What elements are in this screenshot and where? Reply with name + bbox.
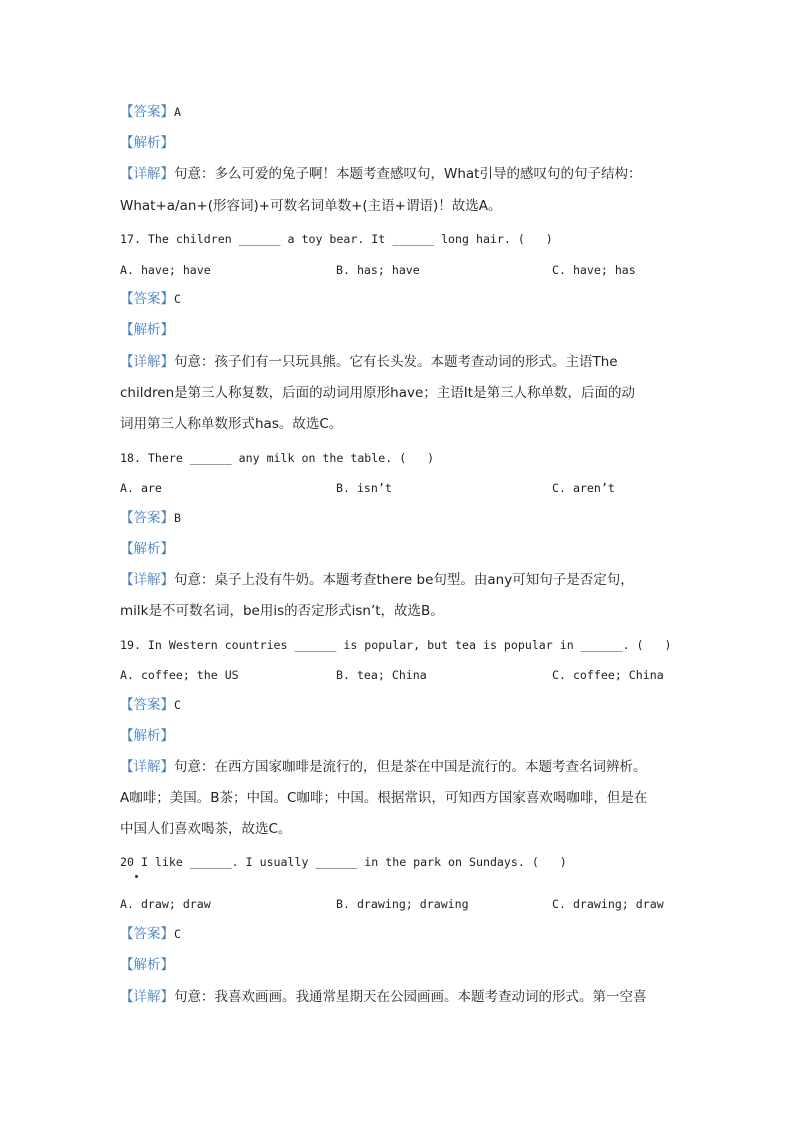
option-c: C. aren’t [552,481,615,495]
answer-value: B [174,511,181,525]
answer-tag: 【答案】 [120,926,174,942]
analysis-line [120,728,174,745]
detail-line [120,572,634,589]
analysis-line [120,957,174,974]
answer-line [120,926,181,943]
analysis-tag: 【解析】 [120,322,174,338]
option-c: C. drawing; draw [552,897,664,911]
detail-text: 句意：桌子上没有牛奶。本题考查there be句型。由any可知句子是否定句， [174,572,634,588]
detail-line [120,166,641,183]
option-a: A. are [120,481,162,495]
answer-tag: 【答案】 [120,291,174,307]
detail-tag: 【详解】 [120,989,174,1005]
analysis-line [120,135,174,152]
answer-line [120,291,181,308]
option-b: B. isn’t [336,481,392,495]
analysis-tag: 【解析】 [120,728,174,744]
option-a: A. coffee; the US [120,668,239,682]
answer-tag: 【答案】 [120,697,174,713]
detail-tag: 【详解】 [120,572,174,588]
option-a: A. draw; draw [120,897,211,911]
detail-line [120,354,618,371]
answer-tag: 【答案】 [120,104,174,120]
option-c: C. have; has [552,263,636,277]
analysis-line [120,322,174,339]
answer-value: A [174,105,181,119]
question-20: 20 I like ______. I usually ______ in the park on Sundays. ( ) [120,855,567,869]
question-19: 19. In Western countries ______ is popular, but tea is popular in ______. ( ) [120,638,672,652]
detail-text: What+a/an+(形容词)+可数名词单数+(主语+谓语)！故选A。 [120,198,502,214]
answer-tag: 【答案】 [120,510,174,526]
option-c: C. coffee; China [552,668,664,682]
detail-text: milk是不可数名词，be用is的否定形式isn’t，故选B。 [120,603,444,619]
punctuation-dot [135,875,138,878]
detail-text: children是第三人称复数，后面的动词用原形have；主语It是第三人称单数，后面的动 [120,385,636,401]
detail-text: 词用第三人称单数形式has。故选C。 [120,416,343,432]
detail-line [120,989,647,1006]
answer-line [120,104,181,121]
detail-text: 句意：多么可爱的兔子啊！本题考查感叹句，What引导的感叹句的句子结构： [174,166,642,182]
detail-text: A咖啡；美国。B茶；中国。C咖啡；中国。根据常识，可知西方国家喜欢喝咖啡，但是在 [120,790,648,806]
analysis-tag: 【解析】 [120,135,174,151]
detail-text: 句意：孩子们有一只玩具熊。它有长头发。本题考查动词的形式。主语The [174,354,618,370]
detail-tag: 【详解】 [120,354,174,370]
analysis-line [120,541,174,558]
detail-line [120,759,647,776]
detail-tag: 【详解】 [120,759,174,775]
option-b: B. tea; China [336,668,427,682]
question-17: 17. The children ______ a toy bear. It ______ long hair. ( ) [120,232,553,246]
detail-text: 中国人们喜欢喝茶，故选C。 [120,821,292,837]
question-18: 18. There ______ any milk on the table. ( ) [120,451,435,465]
analysis-tag: 【解析】 [120,541,174,557]
detail-tag: 【详解】 [120,166,174,182]
detail-text: 句意：我喜欢画画。我通常星期天在公园画画。本题考查动词的形式。第一空喜 [174,989,647,1005]
answer-line [120,697,181,714]
answer-value: C [174,292,181,306]
option-b: B. has; have [336,263,420,277]
detail-text: 句意：在西方国家咖啡是流行的，但是茶在中国是流行的。本题考查名词辨析。 [174,759,647,775]
answer-value: C [174,698,181,712]
answer-value: C [174,927,181,941]
answer-line [120,510,181,527]
option-b: B. drawing; drawing [336,897,469,911]
option-a: A. have; have [120,263,211,277]
analysis-tag: 【解析】 [120,957,174,973]
